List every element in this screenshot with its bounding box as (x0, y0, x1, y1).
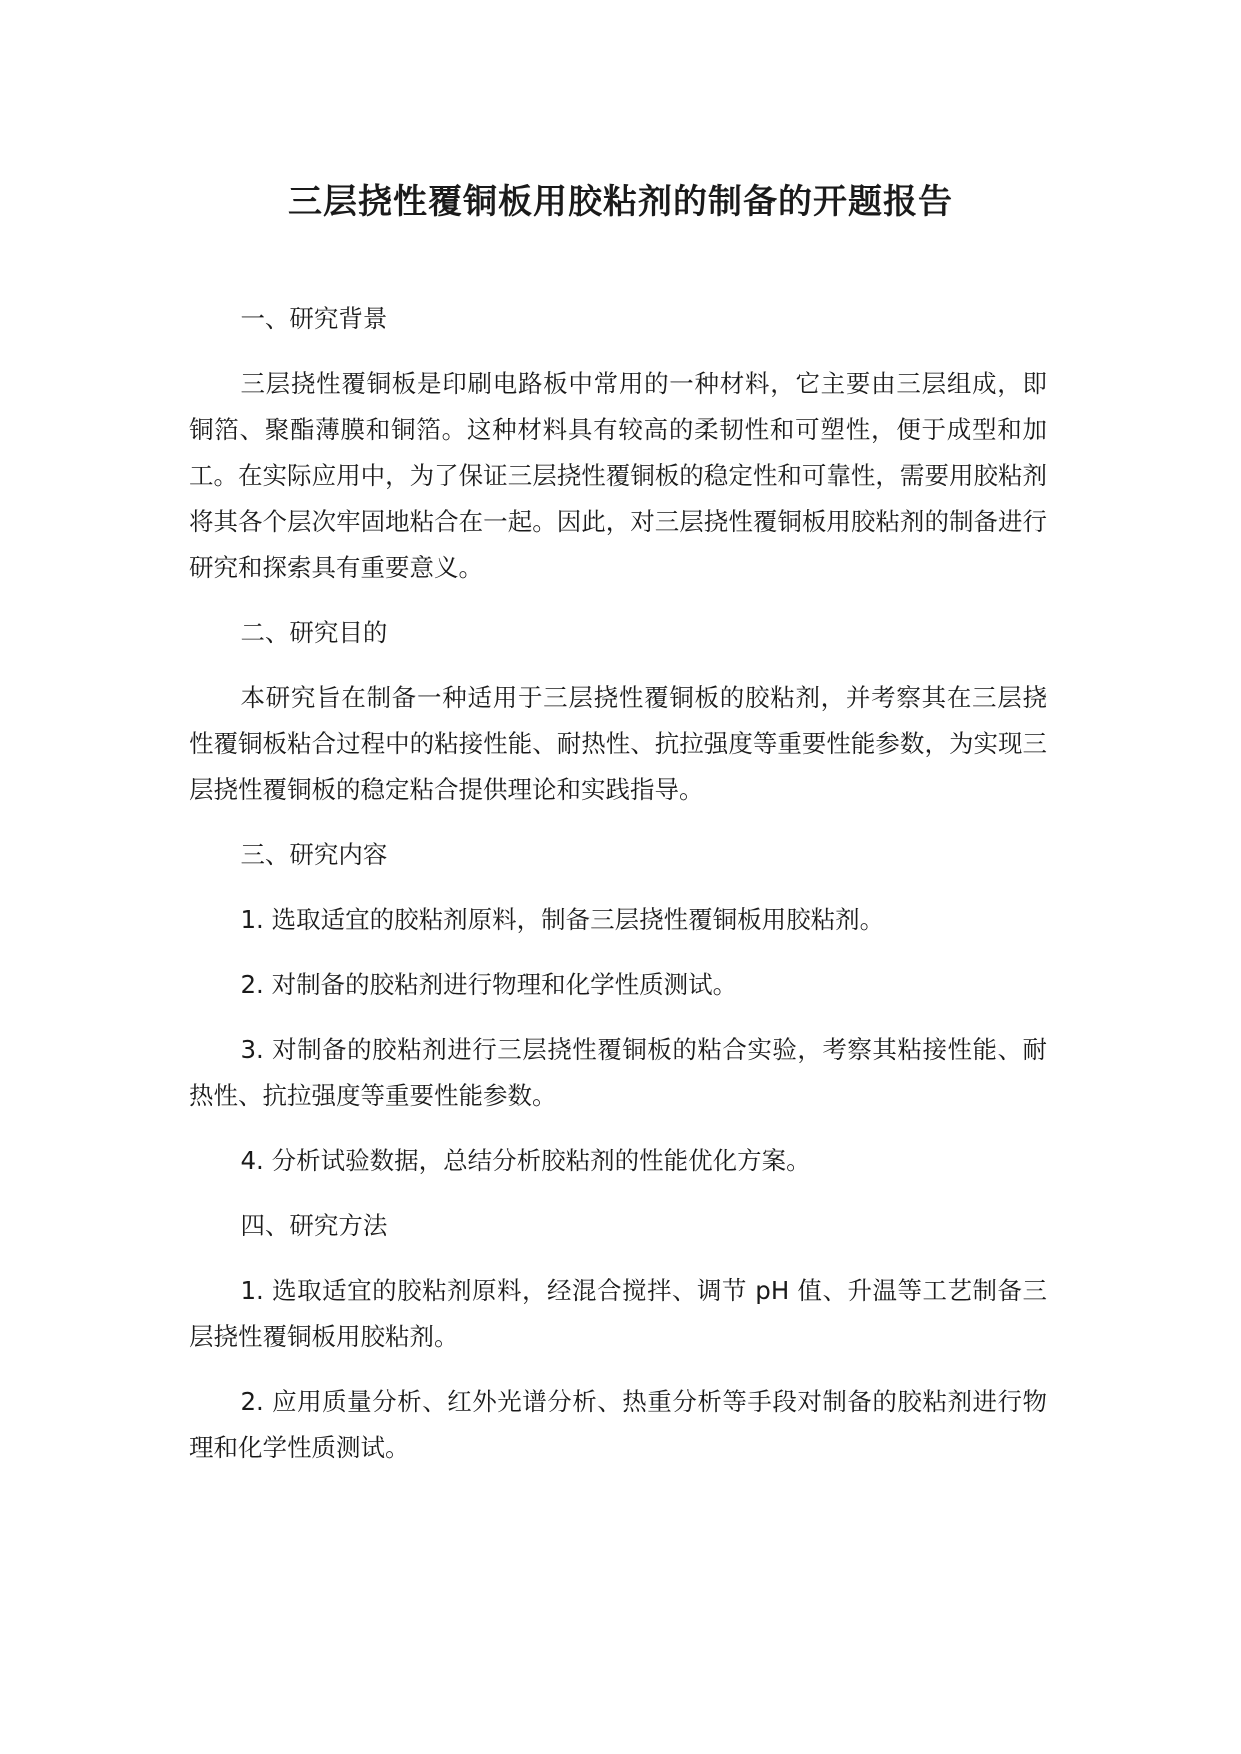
document-title: 三层挠性覆铜板用胶粘剂的制备的开题报告 (288, 182, 953, 222)
section-heading-background: 一、研究背景 (240, 304, 388, 333)
section-heading-content: 三、研究内容 (240, 840, 388, 869)
content-item-1: 1. 选取适宜的胶粘剂原料，制备三层挠性覆铜板用胶粘剂。 (240, 905, 885, 934)
content-item-4: 4. 分析试验数据，总结分析胶粘剂的性能优化方案。 (240, 1146, 811, 1175)
section-heading-methods: 四、研究方法 (240, 1211, 388, 1240)
purpose-paragraph: 本研究旨在制备一种适用于三层挠性覆铜板的胶粘剂，并考察其在三层挠性覆铜板粘合过程中的粘接性能、耐热性、抗拉强度等重要性能参数，为实现三层挠性覆铜板的稳定粘合提供理论和实践指导。 (189, 683, 1047, 804)
content-item-2: 2. 对制备的胶粘剂进行物理和化学性质测试。 (240, 970, 738, 999)
content-item-3: 3. 对制备的胶粘剂进行三层挠性覆铜板的粘合实验，考察其粘接性能、耐热性、抗拉强度等重要性能参数。 (189, 1035, 1047, 1110)
methods-item-1: 1. 选取适宜的胶粘剂原料，经混合搅拌、调节 pH 值、升温等工艺制备三层挠性覆铜板用胶粘剂。 (189, 1276, 1047, 1351)
section-heading-purpose: 二、研究目的 (240, 618, 388, 647)
methods-item-2: 2. 应用质量分析、红外光谱分析、热重分析等手段对制备的胶粘剂进行物理和化学性质测试。 (189, 1387, 1047, 1462)
background-paragraph: 三层挠性覆铜板是印刷电路板中常用的一种材料，它主要由三层组成，即铜箔、聚酯薄膜和铜箔。这种材料具有较高的柔韧性和可塑性，便于成型和加工。在实际应用中，为了保证三层挠性覆铜板的稳定性和可靠性，需要用胶粘剂将其各个层次牢固地粘合在一起。因此，对三层挠性覆铜板用胶粘剂的制备进行研究和探索具有重要意义。 (189, 369, 1047, 582)
document-body (189, 296, 1047, 1490)
